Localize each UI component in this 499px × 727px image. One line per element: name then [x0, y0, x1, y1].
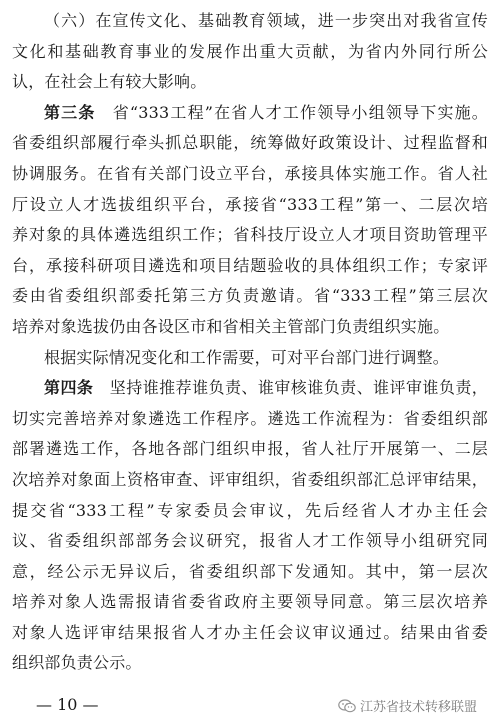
text-line: （六）在宣传文化、基础教育领域，进一步突出对我省宣传 — [44, 11, 488, 30]
body-text — [12, 6, 488, 679]
page-number: — 10 — — [36, 695, 99, 714]
text-line: 养对象的具体遴选组织工作；省科技厅设立人才项目资助管理平 — [12, 225, 488, 245]
watermark — [338, 696, 477, 715]
text-line: 根据实际情况变化和工作需要，可对平台部门进行调整。 — [44, 347, 450, 367]
text-line: 培养对象人选需报请省委省政府主要领导同意。第三层次培养 — [12, 592, 488, 612]
watermark-text: 江苏省技术转移联盟 — [360, 700, 478, 715]
text-line: 协调服务。在省有关部门设立平台，承接具体实施工作。省人社 — [12, 163, 488, 183]
article-4-text: 坚持谁推荐谁负责、谁审核谁负责、谁评审谁负责， — [93, 378, 488, 398]
text-line: 议、省委组织部部务会议研究，报省人才工作领导小组研究同 — [12, 531, 488, 551]
text-line: 切实完善培养对象遴选工作程序。遴选工作流程为：省委组织部 — [12, 408, 488, 428]
text-line: 厅设立人才选拔组织平台，承接省“333工程”第一、二层次培 — [12, 194, 488, 214]
text-line: 部署遴选工作，各地各部门组织申报，省人社厅开展第一、二层 — [12, 439, 488, 459]
text-line: 文化和基础教育事业的发展作出重大贡献，为省内外同行所公 — [12, 41, 488, 61]
article-4-heading-line — [12, 373, 488, 404]
wechat-icon — [338, 699, 356, 713]
text-line: 组织部负责公示。 — [12, 653, 142, 673]
article-3-text: 省“333工程”在省人才工作领导小组领导下实施。 — [95, 102, 488, 122]
page-footer — [0, 690, 499, 720]
text-line: 对象人选评审结果报省人才办主任会议审议通过。结果由省委 — [12, 622, 488, 642]
text-line: 委由省委组织部委托第三方负责邀请。省“333工程”第三层次 — [12, 286, 488, 306]
text-line: 意，经公示无异议后，省委组织部下发通知。其中，第一层次 — [12, 561, 488, 581]
text-line: 台，承接科研项目遴选和项目结题验收的具体组织工作；专家评 — [12, 255, 488, 275]
text-line: 次培养对象面上资格审查、评审组织，省委组织部汇总评审结果， — [12, 469, 488, 489]
text-line: 省委组织部履行牵头抓总职能，统筹做好政策设计、过程监督和 — [12, 133, 488, 153]
article-3-heading-line — [12, 98, 488, 129]
text-line: 培养对象选拔仍由各设区市和省相关主管部门负责组织实施。 — [12, 316, 450, 336]
article-3-label: 第三条 — [44, 102, 96, 122]
text-line: 认，在社会上有较大影响。 — [12, 72, 207, 92]
text-line: 提交省“333工程”专家委员会审议，先后经省人才办主任会 — [12, 500, 488, 520]
article-4-label: 第四条 — [44, 378, 94, 398]
